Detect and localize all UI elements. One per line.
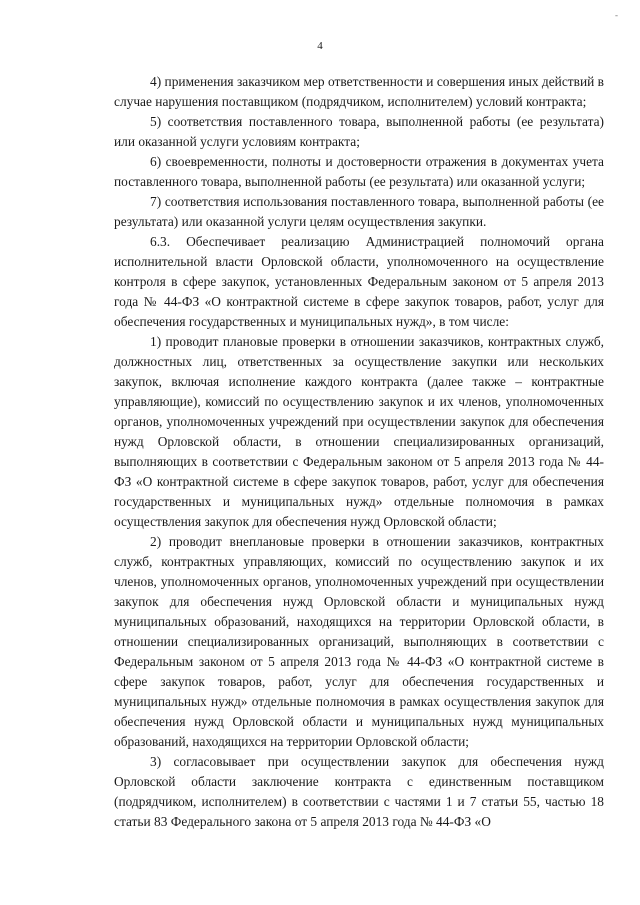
corner-mark: - <box>615 10 618 20</box>
paragraph-subitem-3: 3) согласовывает при осуществлении закупок для обеспечения нужд Орловской области заключение контракта с единственным поставщиком (подрядчиком, исполнителем) в соответствии с частями 1 и 7 статьи 55, частью 18 статьи 83 Федерального закона от 5 апреля 2013 года № 44-ФЗ «О <box>114 754 604 829</box>
paragraph-section-6-3: 6.3. Обеспечивает реализацию Администрацией полномочий органа исполнительной власти Орловской области, уполномоченного на осуществление контроля в сфере закупок, установленных Федеральным законом от 5 апреля 2013 года № 44-ФЗ «О контрактной системе в сфере закупок товаров, работ, услуг для обеспечения государственных и муниципальных нужд», в том числе: <box>114 234 604 329</box>
paragraph-subitem-1: 1) проводит плановые проверки в отношении заказчиков, контрактных служб, должностных лиц, ответственных за осуществление закупки или нескольких закупок, включая исполнение каждого контракта (далее также – контрактные управляющие), комиссий по осуществлению закупок и их членов, уполномоченных органов, уполномоченных учреждений при осуществлении закупок для обеспечения нужд Орловской области, в отношении специализированных организаций, выполняющих в соответствии с Федеральным законом от 5 апреля 2013 года № 44-ФЗ «О контрактной системе в сфере закупок товаров, работ, услуг для обеспечения государственных и муниципальных нужд» отдельные полномочия в рамках осуществления закупок для обеспечения нужд Орловской области; <box>114 334 604 529</box>
document-body <box>114 72 604 832</box>
paragraph-item-6: 6) своевременности, полноты и достоверности отражения в документах учета поставленного товара, выполненной работы (ее результата) или оказанной услуги; <box>114 154 604 189</box>
paragraph-item-7: 7) соответствия использования поставленного товара, выполненной работы (ее результата) или оказанной услуги целям осуществления закупки. <box>114 194 604 229</box>
paragraph-subitem-2: 2) проводит внеплановые проверки в отношении заказчиков, контрактных служб, контрактных управляющих, комиссий по осуществлению закупок и их членов, уполномоченных органов, уполномоченных учреждений при осуществлении закупок для обеспечения нужд Орловской области и муниципальных нужд муниципальных образований, находящихся на территории Орловской области, в отношении специализированных организаций, выполняющих в соответствии с Федеральным законом от 5 апреля 2013 года № 44-ФЗ «О контрактной системе в сфере закупок товаров, работ, услуг для обеспечения государственных и муниципальных нужд» отдельные полномочия в рамках осуществления закупок для обеспечения нужд Орловской области и муниципальных нужд муниципальных образований, находящихся на территории Орловской области; <box>114 534 604 749</box>
page-number: 4 <box>317 40 323 52</box>
paragraph-item-4: 4) применения заказчиком мер ответственности и совершения иных действий в случае нарушения поставщиком (подрядчиком, исполнителем) условий контракта; <box>114 74 604 109</box>
paragraph-item-5: 5) соответствия поставленного товара, выполненной работы (ее результата) или оказанной услуги условиям контракта; <box>114 114 604 149</box>
